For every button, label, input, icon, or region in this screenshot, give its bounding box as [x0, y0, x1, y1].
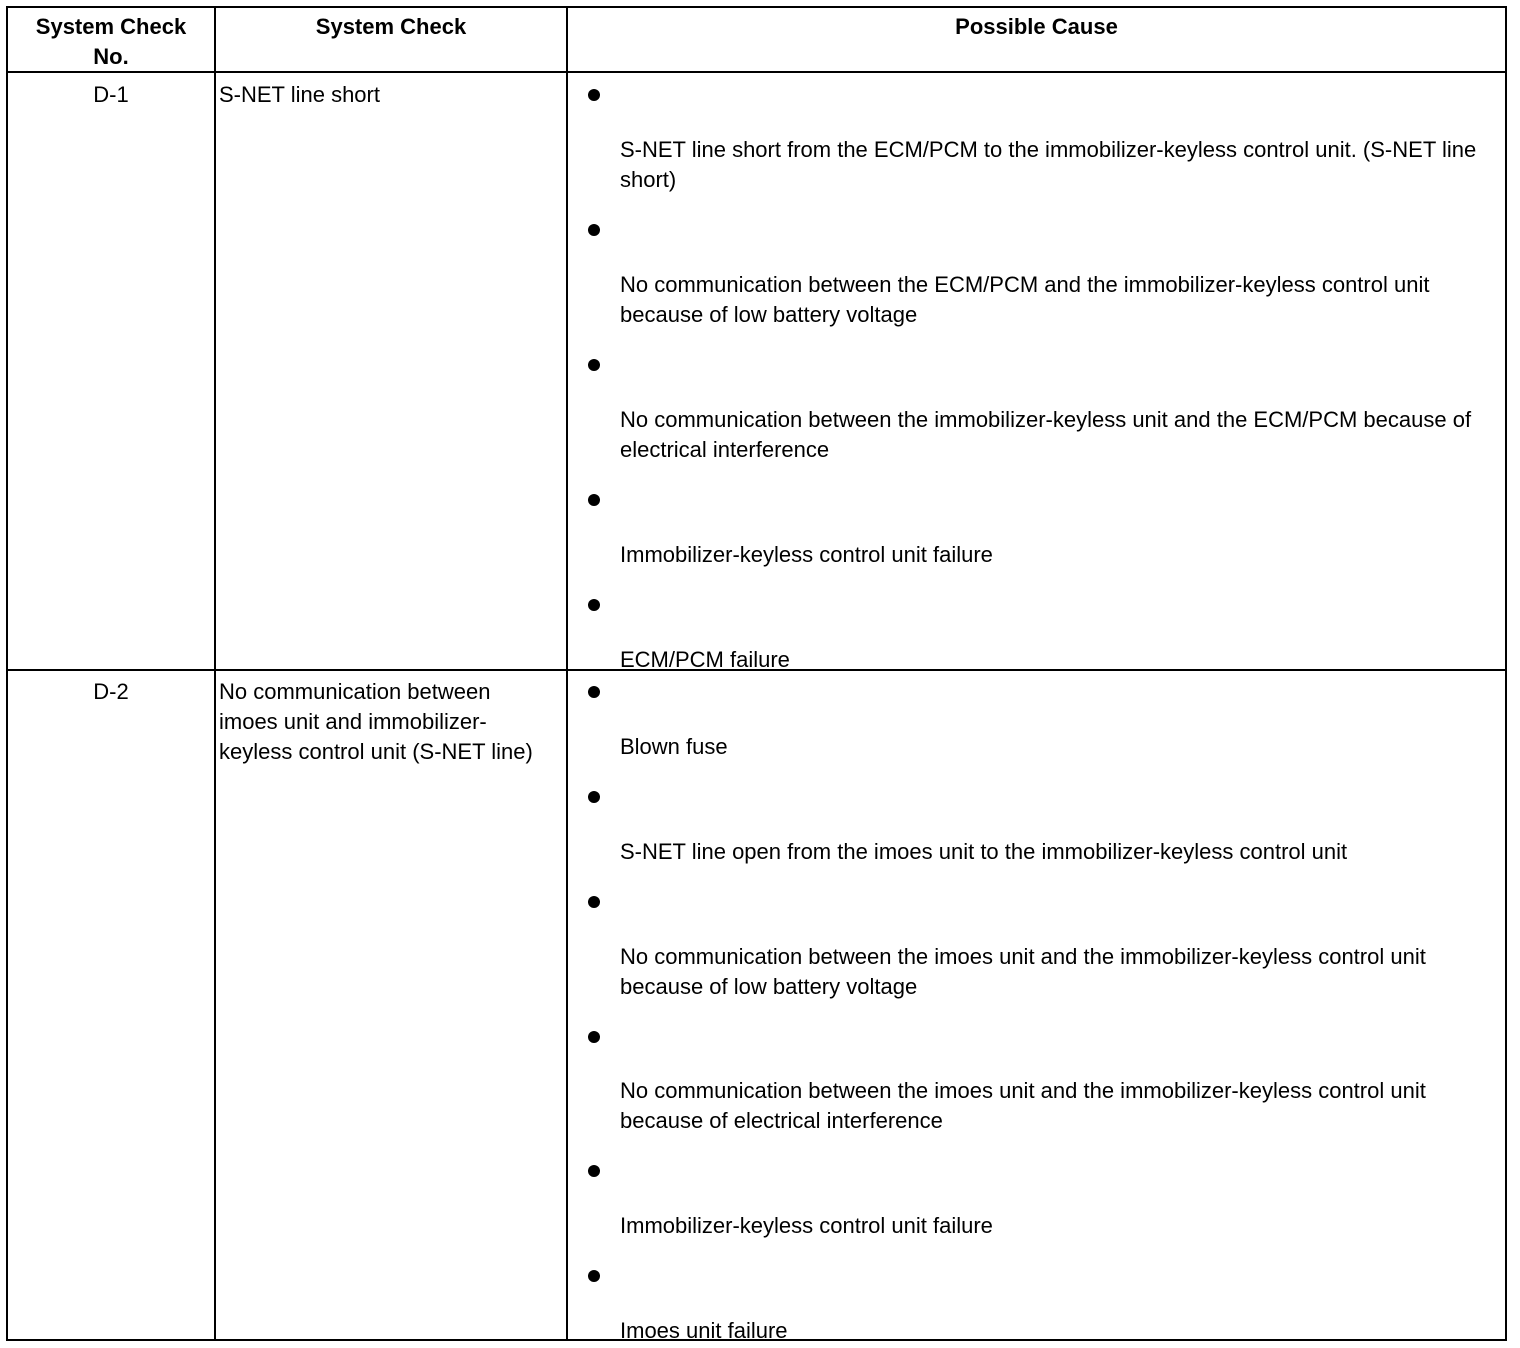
bullet-icon [588, 224, 600, 236]
cause-item: Imoes unit failure [620, 1318, 788, 1343]
bullet-icon [588, 896, 600, 908]
bullet-icon [588, 791, 600, 803]
bullet-icon [588, 89, 600, 101]
row-number: D-2 [93, 679, 129, 704]
cause-item: No communication between the imoes unit and the immobilizer-keyless control unit because of electrical interference [620, 1078, 1426, 1133]
cause-item: No communication between the immobilizer-keyless unit and the ECM/PCM because of electrical interference [620, 407, 1472, 462]
bullet-icon [588, 686, 600, 698]
cause-item: S-NET line short from the ECM/PCM to the immobilizer-keyless control unit. (S-NET line short) [620, 137, 1477, 192]
cause-item: ECM/PCM failure [620, 647, 790, 672]
bullet-icon [588, 359, 600, 371]
column-divider [214, 8, 216, 1339]
bullet-icon [588, 494, 600, 506]
cause-item: Immobilizer-keyless control unit failure [620, 1213, 993, 1238]
row-system-check: S-NET line short [219, 82, 380, 107]
header-divider [8, 71, 1505, 73]
bullet-icon [588, 1165, 600, 1177]
row-system-check: No communication between imoes unit and immobilizer-keyless control unit (S-NET line) [219, 679, 533, 764]
header-label: System Check [35, 14, 187, 39]
header-label: No. [93, 44, 129, 69]
cause-item: S-NET line open from the imoes unit to the immobilizer-keyless control unit [620, 839, 1348, 864]
header-system-check: System Check [315, 14, 467, 39]
bullet-icon [588, 1031, 600, 1043]
cause-item: Immobilizer-keyless control unit failure [620, 542, 993, 567]
cause-item: No communication between the ECM/PCM and the immobilizer-keyless control unit because of low battery voltage [620, 272, 1430, 327]
troubleshooting-table [6, 6, 1507, 1341]
header-system-check-no [8, 12, 214, 72]
row-number: D-1 [93, 82, 129, 107]
cause-item: Blown fuse [620, 734, 728, 759]
header-possible-cause: Possible Cause [955, 14, 1118, 39]
bullet-icon [588, 1270, 600, 1282]
cause-item: No communication between the imoes unit and the immobilizer-keyless control unit because of low battery voltage [620, 944, 1426, 999]
bullet-icon [588, 599, 600, 611]
column-divider [566, 8, 568, 1339]
